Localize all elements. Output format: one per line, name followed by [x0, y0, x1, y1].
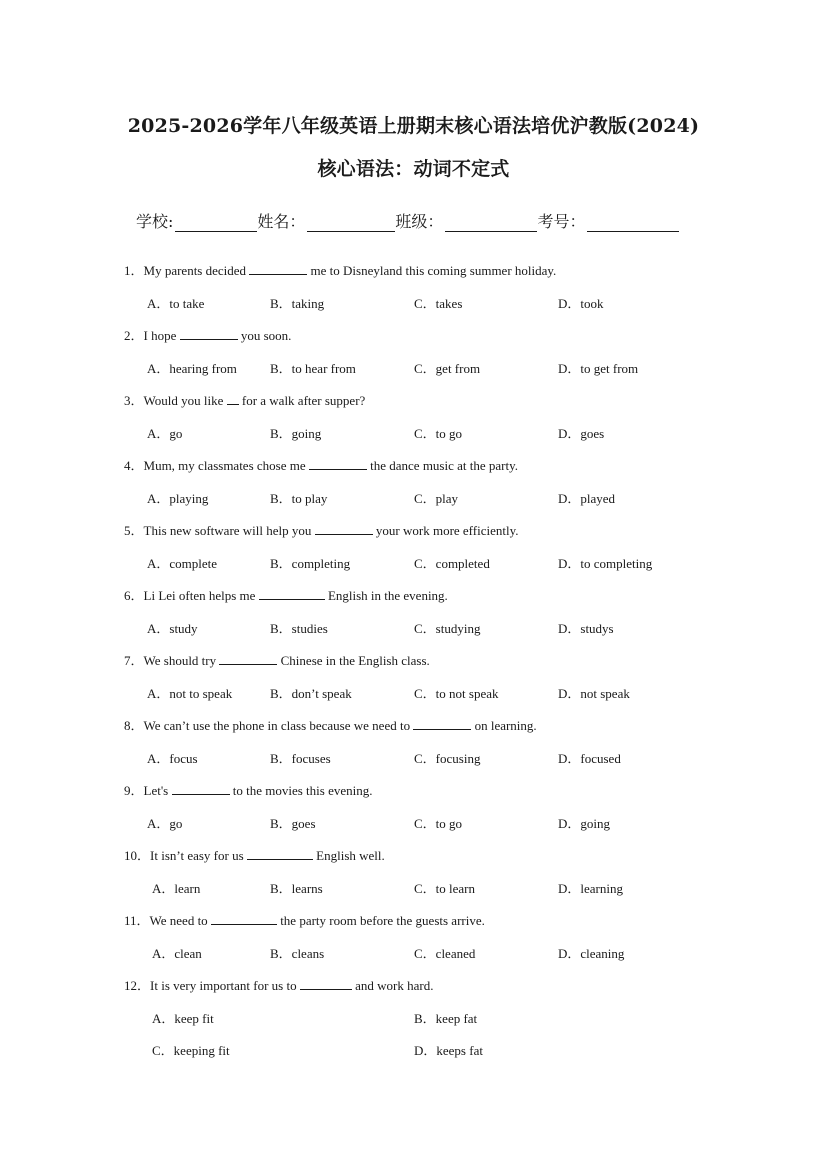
question-stem-after: you soon.: [237, 328, 292, 343]
question-number: 10．: [124, 848, 151, 863]
option-b[interactable]: B．to play: [270, 491, 328, 506]
question-stem-after: the party room before the guests arrive.: [276, 913, 485, 928]
question-number: 7．: [124, 653, 144, 668]
question-number: 11．: [124, 913, 150, 928]
question-number: 2．: [124, 328, 144, 343]
answer-blank[interactable]: [180, 327, 238, 340]
question-4: [124, 455, 518, 474]
option-b[interactable]: B．don’t speak: [270, 686, 352, 701]
option-a[interactable]: A．go: [147, 816, 183, 831]
option-a[interactable]: A．keep fit: [152, 1011, 214, 1026]
option-c[interactable]: C．play: [414, 491, 459, 506]
answer-blank[interactable]: [249, 262, 307, 275]
question-stem-before: We need to: [149, 913, 211, 928]
question-1: [124, 260, 556, 279]
question-stem-before: We should try: [143, 653, 220, 668]
option-d[interactable]: D．studys: [558, 621, 614, 636]
option-b[interactable]: B．focuses: [270, 751, 331, 766]
option-b[interactable]: B．to hear from: [270, 361, 356, 376]
option-c[interactable]: C．get from: [414, 361, 481, 376]
class-blank[interactable]: [445, 213, 537, 232]
option-a[interactable]: A．not to speak: [147, 686, 233, 701]
option-a[interactable]: A．clean: [152, 946, 202, 961]
answer-blank[interactable]: [413, 717, 471, 730]
class-field: [395, 209, 537, 232]
question-stem-before: Let's: [143, 783, 172, 798]
question-number: 3．: [124, 393, 144, 408]
question-stem-after: for a walk after supper?: [238, 393, 366, 408]
question-number: 9．: [124, 783, 144, 798]
name-label: 姓名：: [257, 212, 306, 231]
option-b[interactable]: B．going: [270, 426, 322, 441]
question-9: [124, 780, 372, 799]
option-b[interactable]: B．learns: [270, 881, 323, 896]
question-stem-after: on learning.: [471, 718, 537, 733]
option-c[interactable]: C．to go: [414, 426, 463, 441]
answer-blank[interactable]: [211, 912, 277, 925]
number-blank[interactable]: [587, 213, 679, 232]
question-stem-after: and work hard.: [351, 978, 434, 993]
question-stem-after: Chinese in the English class.: [277, 653, 430, 668]
school-blank[interactable]: [175, 213, 257, 232]
option-d[interactable]: D．focused: [558, 751, 621, 766]
question-stem-before: I hope: [143, 328, 180, 343]
question-stem-after: your work more efficiently.: [372, 523, 519, 538]
option-d[interactable]: D．cleaning: [558, 946, 625, 961]
option-c[interactable]: C．to learn: [414, 881, 476, 896]
question-stem-before: It is very important for us to: [150, 978, 300, 993]
option-d[interactable]: D．to get from: [558, 361, 639, 376]
answer-blank[interactable]: [172, 782, 230, 795]
option-a[interactable]: A．hearing from: [147, 361, 237, 376]
option-c[interactable]: C．cleaned: [414, 946, 476, 961]
option-b[interactable]: B．goes: [270, 816, 316, 831]
question-stem-before: It isn’t easy for us: [150, 848, 247, 863]
answer-blank[interactable]: [219, 652, 277, 665]
option-a[interactable]: A．to take: [147, 296, 205, 311]
number-field: [537, 209, 679, 232]
question-stem-after: to the movies this evening.: [229, 783, 373, 798]
school-label: 学校:: [136, 212, 174, 231]
question-6: [124, 585, 448, 604]
option-c[interactable]: C．takes: [414, 296, 463, 311]
option-c[interactable]: C．studying: [414, 621, 481, 636]
number-label: 考号：: [537, 212, 586, 231]
question-stem-before: My parents decided: [143, 263, 250, 278]
question-number: 12．: [124, 978, 151, 993]
name-blank[interactable]: [307, 213, 395, 232]
option-a[interactable]: A．study: [147, 621, 198, 636]
question-stem-after: me to Disneyland this coming summer holiday.: [307, 263, 557, 278]
option-d[interactable]: D．keeps fat: [414, 1043, 483, 1058]
option-b[interactable]: B．taking: [270, 296, 325, 311]
option-b[interactable]: B．cleans: [270, 946, 325, 961]
option-c[interactable]: C．focusing: [414, 751, 481, 766]
school-field: [136, 209, 257, 232]
question-7: [124, 650, 430, 669]
question-stem-before: Would you like: [143, 393, 227, 408]
exam-title: 2025-2026学年八年级英语上册期末核心语法培优沪教版(2024): [127, 115, 700, 137]
class-label: 班级：: [395, 212, 444, 231]
option-b[interactable]: B．studies: [270, 621, 328, 636]
question-number: 1．: [124, 263, 144, 278]
answer-blank[interactable]: [315, 522, 373, 535]
answer-blank[interactable]: [247, 847, 313, 860]
option-b[interactable]: B．keep fat: [414, 1011, 478, 1026]
question-stem-before: Mum, my classmates chose me: [143, 458, 309, 473]
question-3: [124, 390, 365, 409]
option-d[interactable]: D．to completing: [558, 556, 653, 571]
option-d[interactable]: D．going: [558, 816, 611, 831]
option-d[interactable]: D．took: [558, 296, 604, 311]
option-c[interactable]: C．completed: [414, 556, 490, 571]
answer-blank[interactable]: [227, 392, 239, 405]
question-stem-after: the dance music at the party.: [366, 458, 518, 473]
question-12: [124, 975, 433, 994]
option-a[interactable]: A．focus: [147, 751, 198, 766]
question-number: 5．: [124, 523, 144, 538]
question-stem-after: English well.: [312, 848, 385, 863]
option-c[interactable]: C．to not speak: [414, 686, 499, 701]
option-c[interactable]: C．keeping fit: [152, 1043, 230, 1058]
option-d[interactable]: D．goes: [558, 426, 605, 441]
question-stem-before: Li Lei often helps me: [143, 588, 259, 603]
question-number: 6．: [124, 588, 144, 603]
question-stem-before: This new software will help you: [143, 523, 315, 538]
question-11: [124, 910, 485, 929]
name-field: [257, 209, 395, 232]
question-5: [124, 520, 519, 539]
grammar-topic-title: 核心语法：动词不定式: [317, 158, 510, 180]
answer-blank[interactable]: [309, 457, 367, 470]
question-stem-before: We can’t use the phone in class because we need to: [143, 718, 414, 733]
option-a[interactable]: A．playing: [147, 491, 209, 506]
question-stem-after: English in the evening.: [324, 588, 448, 603]
question-8: [124, 715, 537, 734]
question-10: [124, 845, 385, 864]
answer-blank[interactable]: [259, 587, 325, 600]
option-d[interactable]: D．learning: [558, 881, 623, 896]
question-number: 8．: [124, 718, 144, 733]
student-info-row: [136, 209, 679, 232]
question-number: 4．: [124, 458, 144, 473]
question-2: [124, 325, 291, 344]
option-a[interactable]: A．go: [147, 426, 183, 441]
option-b[interactable]: B．completing: [270, 556, 351, 571]
answer-blank[interactable]: [300, 977, 352, 990]
option-c[interactable]: C．to go: [414, 816, 463, 831]
option-d[interactable]: D．played: [558, 491, 616, 506]
option-d[interactable]: D．not speak: [558, 686, 630, 701]
option-a[interactable]: A．learn: [152, 881, 201, 896]
option-a[interactable]: A．complete: [147, 556, 218, 571]
